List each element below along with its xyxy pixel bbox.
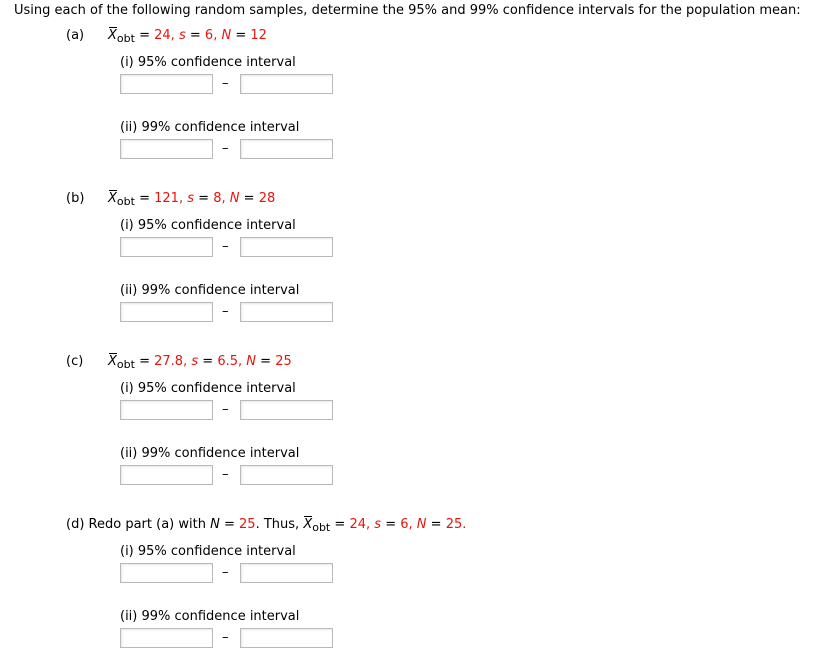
- s-symbol: s: [187, 191, 195, 206]
- interval-dash: –: [222, 141, 229, 156]
- xbar-symbol: X: [108, 191, 117, 206]
- instruction-text: Using each of the following random samples, determine the 95% and 99% confidence intervals for the population mean:: [14, 3, 801, 18]
- n-symbol: N: [210, 517, 220, 532]
- s-symbol: s: [374, 517, 382, 532]
- part-b-ci99-label: (ii) 99% confidence interval: [120, 283, 300, 298]
- s-symbol: s: [191, 354, 199, 369]
- part-b-n-value: 28: [258, 191, 276, 206]
- part-d-ci95-lower-input[interactable]: [120, 563, 213, 583]
- part-a-ci95-upper-input[interactable]: [240, 74, 333, 94]
- interval-dash: –: [222, 402, 229, 417]
- part-d-ci95-label: (i) 95% confidence interval: [120, 544, 296, 559]
- part-b-label: (b): [66, 191, 85, 206]
- part-a-label: (a): [66, 28, 85, 43]
- n-symbol: N: [221, 28, 232, 43]
- part-c-givens: $X_{obt} = 27.8$, s = 6.5, N = 25: [108, 354, 292, 371]
- part-d-n-value: 25: [445, 517, 463, 532]
- part-c-ci99-lower-input[interactable]: [120, 465, 213, 485]
- part-c-ci95-upper-input[interactable]: [240, 400, 333, 420]
- n-symbol: N: [416, 517, 427, 532]
- part-b-ci99-lower-input[interactable]: [120, 302, 213, 322]
- part-c-xbar-value: 27.8: [154, 354, 184, 369]
- part-d-xbar-value: 24: [349, 517, 366, 532]
- xbar-symbol: X: [108, 354, 117, 369]
- part-a-ci95-lower-input[interactable]: [120, 74, 213, 94]
- obt-subscript: obt: [312, 521, 331, 534]
- interval-dash: –: [222, 630, 229, 645]
- obt-subscript: obt: [116, 195, 135, 208]
- part-a-ci95-label: (i) 95% confidence interval: [120, 55, 296, 70]
- part-a-ci99-lower-input[interactable]: [120, 139, 213, 159]
- part-b-givens: $X_{obt} = 121$, s = 8, N = 28: [108, 191, 276, 208]
- part-d-ci99-lower-input[interactable]: [120, 628, 213, 648]
- part-a-ci99-label: (ii) 99% confidence interval: [120, 120, 300, 135]
- interval-dash: –: [222, 239, 229, 254]
- part-c-ci99-upper-input[interactable]: [240, 465, 333, 485]
- part-c-ci95-label: (i) 95% confidence interval: [120, 381, 296, 396]
- xbar-symbol: X: [303, 517, 313, 532]
- part-c-label: (c): [66, 354, 84, 369]
- part-c-s-value: 6.5: [217, 354, 239, 369]
- part-c-ci99-label: (ii) 99% confidence interval: [120, 446, 300, 461]
- part-c-ci95-lower-input[interactable]: [120, 400, 213, 420]
- part-b-xbar-value: 121: [154, 191, 179, 206]
- part-a-s-value: 6: [204, 28, 214, 43]
- n-symbol: N: [246, 354, 257, 369]
- part-d-ci99-upper-input[interactable]: [240, 628, 333, 648]
- equals-sign: =: [139, 28, 150, 43]
- part-d-heading: (d) Redo part (a) with N = 25. Thus, $X_{obt} = 24$, s = 6, N = 25.: [66, 517, 467, 534]
- part-b-ci95-upper-input[interactable]: [240, 237, 333, 257]
- part-d-ci95-upper-input[interactable]: [240, 563, 333, 583]
- part-b-s-value: 8: [213, 191, 222, 206]
- part-a-ci99-upper-input[interactable]: [240, 139, 333, 159]
- part-d-ci99-label: (ii) 99% confidence interval: [120, 609, 300, 624]
- part-b-ci95-lower-input[interactable]: [120, 237, 213, 257]
- interval-dash: –: [222, 304, 229, 319]
- s-symbol: s: [178, 28, 186, 43]
- obt-subscript: obt: [116, 358, 135, 371]
- part-d-intro-text: Redo part (a) with: [88, 517, 206, 532]
- obt-subscript: obt: [116, 32, 135, 45]
- n-symbol: N: [229, 191, 240, 206]
- part-a-givens: $X_{obt} = 24$, s = 6, N = 12: [108, 28, 267, 45]
- part-d-s-value: 6: [400, 517, 409, 532]
- interval-dash: –: [222, 76, 229, 91]
- part-d-n-redo-value: 25: [239, 517, 256, 532]
- xbar-symbol: X: [108, 28, 117, 43]
- part-b-ci99-upper-input[interactable]: [240, 302, 333, 322]
- part-c-n-value: 25: [275, 354, 292, 369]
- part-a-n-value: 12: [250, 28, 267, 43]
- part-b-ci95-label: (i) 95% confidence interval: [120, 218, 296, 233]
- interval-dash: –: [222, 565, 229, 580]
- part-a-xbar-value: 24: [154, 28, 171, 43]
- interval-dash: –: [222, 467, 229, 482]
- part-d-label: (d): [66, 517, 85, 532]
- part-d-thus-text: Thus,: [263, 517, 300, 532]
